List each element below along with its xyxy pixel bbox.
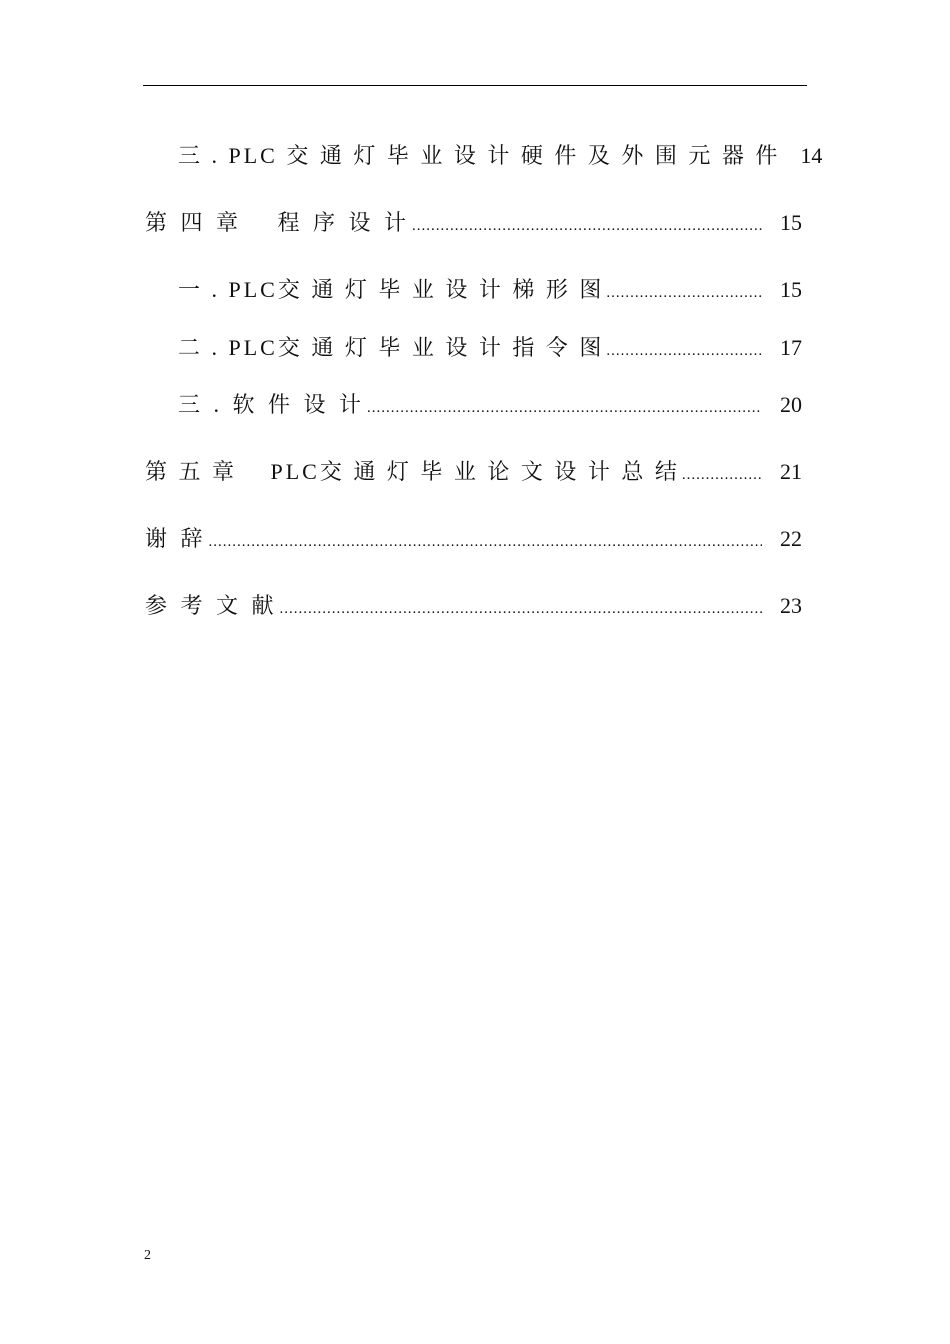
toc-entry[interactable] bbox=[145, 525, 802, 556]
toc-entry[interactable] bbox=[178, 142, 823, 173]
toc-entry[interactable] bbox=[145, 458, 802, 489]
toc-entry[interactable] bbox=[145, 592, 802, 623]
toc-entry-page: 22 bbox=[780, 526, 802, 551]
toc-entry-page: 15 bbox=[780, 210, 802, 235]
toc-entry-title: 三 . PLC 交 通 灯 毕 业 设 计 硬 件 及 外 围 元 器 件 bbox=[178, 143, 781, 168]
toc-entry-page: 14 bbox=[800, 143, 823, 168]
toc-leader-dots bbox=[209, 528, 762, 556]
toc-entry-page: 17 bbox=[780, 335, 802, 360]
toc-leader-dots bbox=[412, 212, 762, 240]
toc-entry-page: 21 bbox=[780, 459, 802, 484]
toc-entry-page: 23 bbox=[780, 593, 802, 618]
toc-entry[interactable] bbox=[178, 391, 802, 422]
toc-leader-dots bbox=[367, 394, 762, 422]
toc-entry-page: 20 bbox=[780, 392, 802, 417]
toc-entry-title: 三 . 软 件 设 计 bbox=[178, 392, 366, 417]
toc-leader-dots bbox=[682, 461, 762, 489]
toc-entry-title: 一 . PLC交 通 灯 毕 业 设 计 梯 形 图 bbox=[178, 277, 605, 302]
toc-entry-title: 谢 辞 bbox=[145, 526, 207, 551]
toc-entry[interactable] bbox=[178, 334, 802, 365]
toc-entry-page: 15 bbox=[780, 277, 802, 302]
toc-leader-dots bbox=[606, 279, 762, 307]
toc-entry-title: 参 考 文 献 bbox=[145, 593, 278, 618]
toc-entry-title: 二 . PLC交 通 灯 毕 业 设 计 指 令 图 bbox=[178, 335, 605, 360]
toc-leader-dots bbox=[606, 337, 762, 365]
page-number: 2 bbox=[144, 1248, 151, 1263]
toc-entry[interactable] bbox=[145, 209, 802, 240]
toc-entry-title: 第 四 章 程 序 设 计 bbox=[145, 210, 411, 235]
toc-entry[interactable] bbox=[178, 276, 802, 307]
toc-leader-dots bbox=[280, 595, 762, 623]
toc-entry-title: 第 五 章 PLC交 通 灯 毕 业 论 文 设 计 总 结 bbox=[145, 459, 680, 484]
